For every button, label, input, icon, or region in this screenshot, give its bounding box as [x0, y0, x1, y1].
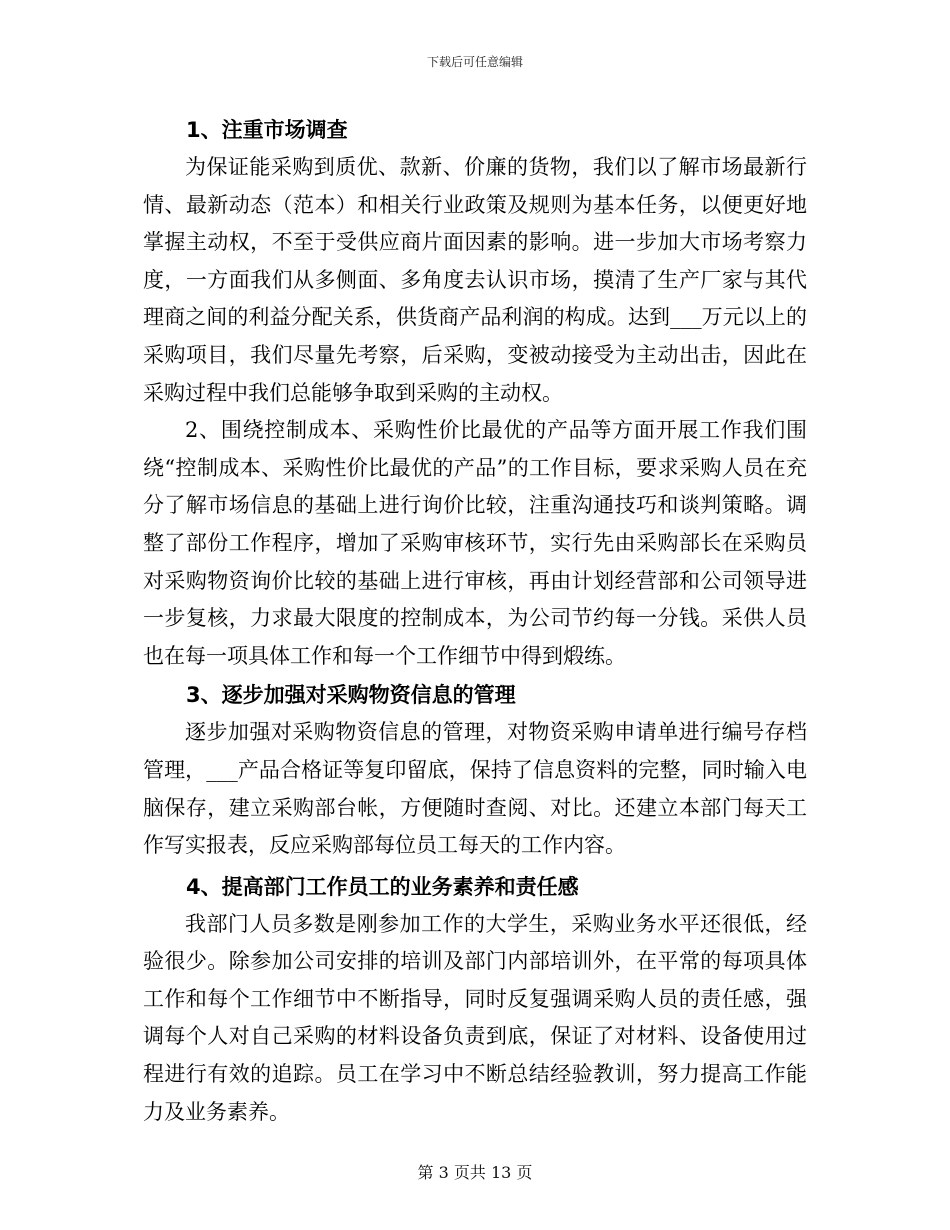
section-heading-4: 4、提高部门工作员工的业务素养和责任感	[186, 874, 579, 899]
section-heading-3: 3、逐步加强对采购物资信息的管理	[186, 683, 516, 708]
paragraph-2: 2、围绕控制成本、采购性价比最优的产品等方面开展工作我们围绕“控制成本、采购性价比最优的产品”的工作目标，要求采购人员在充分了解市场信息的基础上进行询价比较，注重沟通技巧和谈判策略。调整了部份工作程序，增加了采购审核环节，实行先由采购部长在采购员对采购物资询价比较的基础上进行审核，再由计划经营部和公司领导进一步复核，力求最大限度的控制成本，为公司节约每一分钱。采供人员也在每一项具体工作和每一个工作细节中得到煅练。	[143, 418, 807, 668]
paragraph-3: 逐步加强对采购物资信息的管理，对物资采购申请单进行编号存档管理，___产品合格证等复印留底，保持了信息资料的完整，同时输入电脑保存，建立采购部台帐，方便随时查阅、对比。还建立本部门每天工作写实报表，反应采购部每位员工每天的工作内容。	[143, 720, 807, 858]
paragraph-1: 为保证能采购到质优、款新、价廉的货物，我们以了解市场最新行情、最新动态（范本）和相关行业政策及规则为基本任务，以便更好地掌握主动权，不至于受供应商片面因素的影响。进一步加大市场考察力度，一方面我们从多侧面、多角度去认识市场，摸清了生产厂家与其代理商之间的利益分配关系，供货商产品利润的构成。达到___万元以上的采购项目，我们尽量先考察，后采购，变被动接受为主动出击，因此在采购过程中我们总能够争取到采购的主动权。	[143, 155, 807, 405]
document-body	[143, 112, 807, 1131]
page-footer: 第 3 页共 13 页	[417, 1163, 533, 1182]
page-header: 下载后可任意编辑	[426, 55, 523, 69]
paragraph-4: 我部门人员多数是刚参加工作的大学生，采购业务水平还很低，经验很少。除参加公司安排的培训及部门内部培训外，在平常的每项具体工作和每个工作细节中不断指导，同时反复强调采购人员的责任感，强调每个人对自己采购的材料设备负责到底，保证了对材料、设备使用过程进行有效的追踪。员工在学习中不断总结经验教训，努力提高工作能力及业务素养。	[143, 911, 807, 1124]
section-heading-1: 1、注重市场调查	[186, 118, 348, 142]
